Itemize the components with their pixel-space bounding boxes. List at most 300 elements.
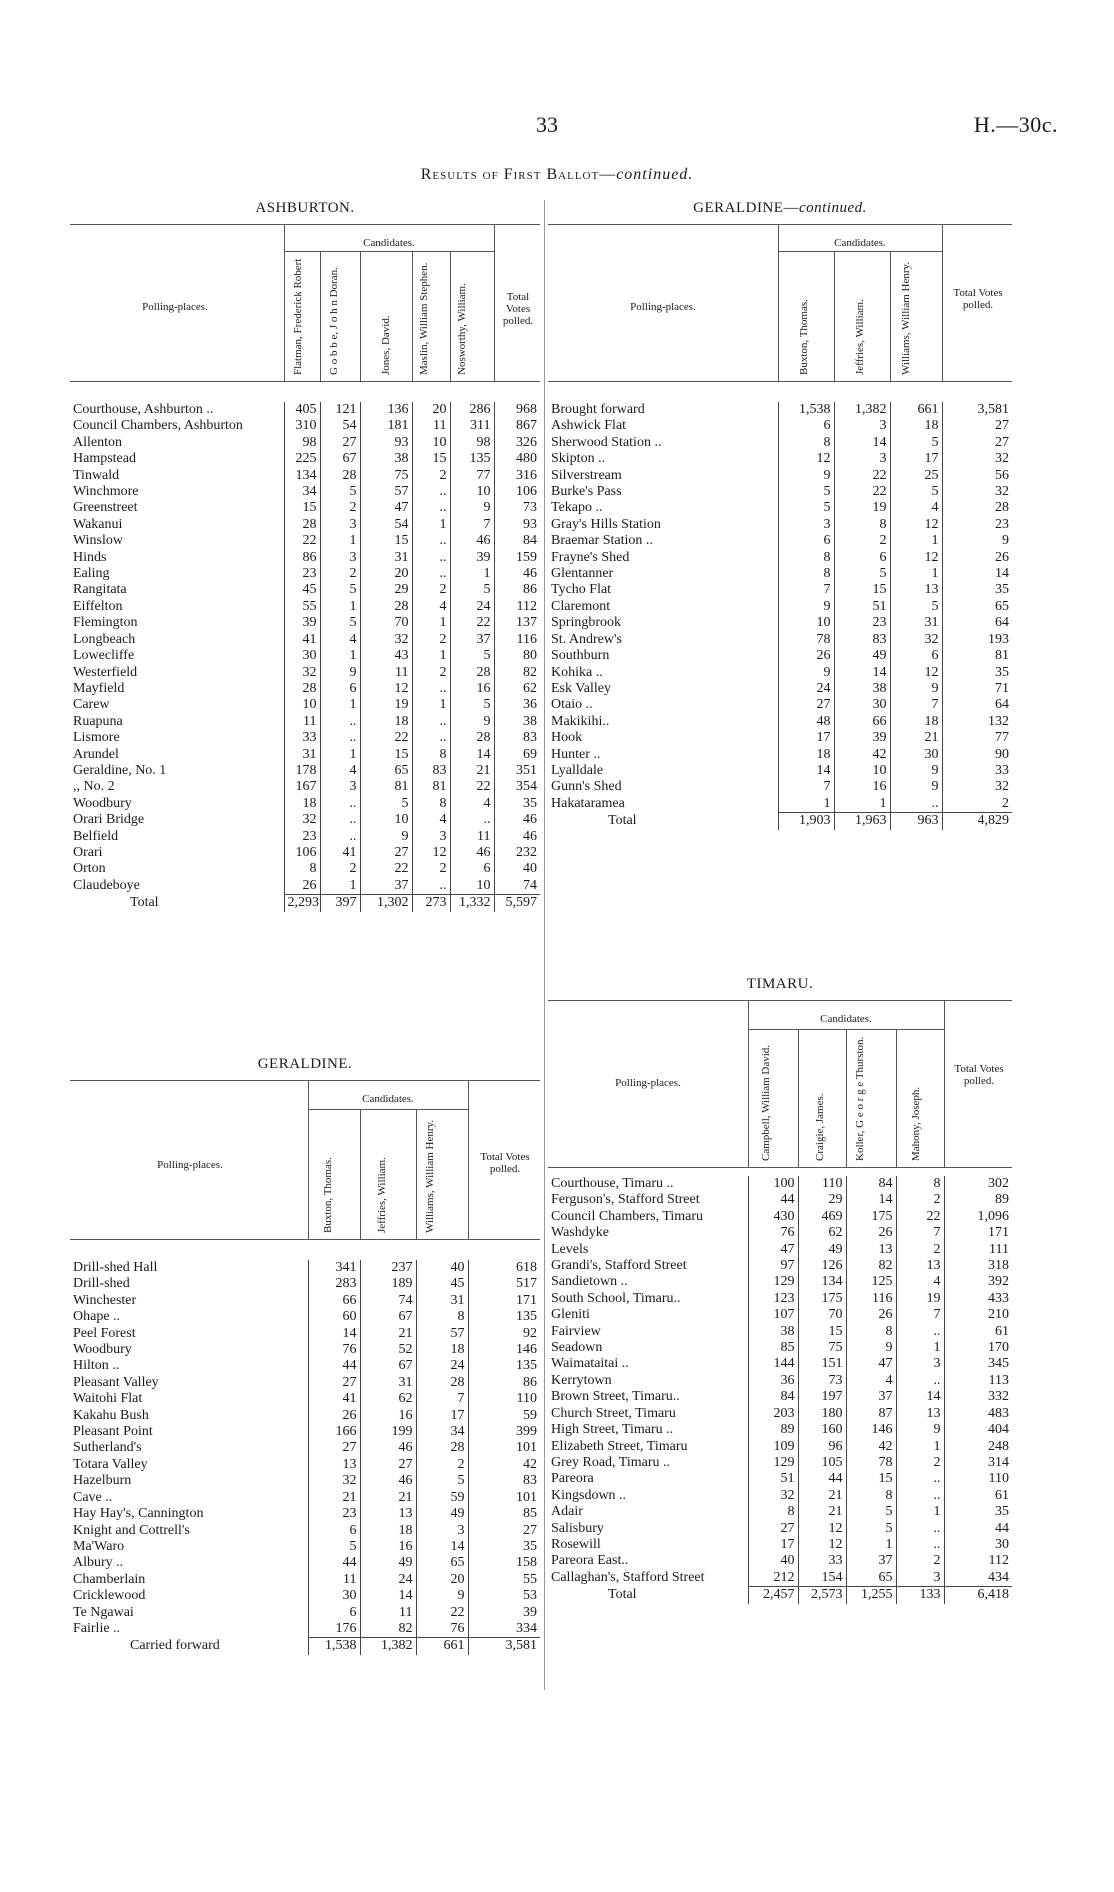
total-votes-cell: 53 <box>468 1588 540 1604</box>
candidate-votes-cell: 10 <box>360 812 412 828</box>
total-votes-cell: 137 <box>494 615 540 631</box>
candidate-votes-cell: 13 <box>308 1457 360 1473</box>
candidate-votes-cell: 4 <box>320 632 360 648</box>
candidate-votes-cell: 65 <box>360 763 412 779</box>
candidate-votes-cell: 37 <box>846 1553 896 1569</box>
candidate-votes-cell: 19 <box>834 500 890 516</box>
polling-place-name: Hook <box>551 730 583 746</box>
candidate-votes-cell: 17 <box>778 730 834 746</box>
candidate-votes-cell: 116 <box>846 1291 896 1307</box>
candidate-votes-cell: 2 <box>320 861 360 877</box>
candidate-votes-cell: 4 <box>890 500 942 516</box>
total-votes-cell: 61 <box>944 1488 1012 1504</box>
polling-place-name: Callaghan's, Stafford Street <box>551 1569 705 1585</box>
candidate-votes-cell: 13 <box>890 582 942 598</box>
candidate-votes-cell: 30 <box>308 1588 360 1604</box>
candidate-votes-cell: 6 <box>890 648 942 664</box>
candidate-votes-cell: 225 <box>284 451 320 467</box>
geraldine-cont-row <box>548 468 1012 484</box>
geraldine-cont-row <box>548 550 1012 566</box>
polling-place-name: Woodbury <box>73 795 132 811</box>
candidate-votes-cell: 12 <box>778 451 834 467</box>
timaru-row <box>548 1570 1012 1587</box>
polling-place-name: Hazelburn <box>73 1473 132 1489</box>
total-cell: 1,963 <box>834 813 890 830</box>
polling-place-name: Mayfield <box>73 680 125 696</box>
candidate-votes-cell: 51 <box>748 1471 798 1487</box>
candidate-votes-cell: 47 <box>360 500 412 516</box>
total-votes-cell: 35 <box>942 582 1012 598</box>
total-votes-cell: 61 <box>944 1324 1012 1340</box>
total-votes-cell: 2 <box>942 796 1012 813</box>
candidate-votes-cell: 29 <box>798 1192 846 1208</box>
candidate-votes-cell: 4 <box>846 1373 896 1389</box>
candidate-votes-cell: 5 <box>308 1539 360 1555</box>
candidate-votes-cell: 151 <box>798 1356 846 1372</box>
candidate-votes-cell: 2 <box>896 1553 944 1569</box>
polling-place-name: Winchester <box>73 1292 137 1308</box>
candidate-votes-cell: 22 <box>834 484 890 500</box>
geraldine-cont-candidate-1: Buxton, Thomas. <box>798 299 810 375</box>
candidate-votes-cell: 1 <box>320 878 360 895</box>
candidate-votes-cell: 9 <box>320 665 360 681</box>
candidate-votes-cell: 13 <box>846 1242 896 1258</box>
geraldine-candidate-1: Buxton, Thomas. <box>322 1157 334 1233</box>
candidate-votes-cell: 40 <box>748 1553 798 1569</box>
total-votes-cell: 232 <box>494 845 540 861</box>
ashburton-row <box>70 829 540 845</box>
timaru-candidate-1: Campbell, William David. <box>760 1044 772 1161</box>
total-votes-cell: 56 <box>942 468 1012 484</box>
candidate-votes-cell: 5 <box>778 484 834 500</box>
polling-place-name: Brown Street, Timaru.. <box>551 1389 680 1405</box>
candidate-votes-cell: 5 <box>846 1521 896 1537</box>
candidate-votes-cell: 57 <box>416 1326 468 1342</box>
candidate-votes-cell: 12 <box>890 550 942 566</box>
candidate-votes-cell: 3 <box>320 779 360 795</box>
total-votes-cell: 101 <box>468 1440 540 1456</box>
candidate-votes-cell: 40 <box>416 1260 468 1276</box>
ashburton-row <box>70 796 540 812</box>
candidate-votes-cell: 430 <box>748 1209 798 1225</box>
ashburton-row <box>70 878 540 895</box>
timaru-title: TIMARU. <box>746 976 814 992</box>
candidate-votes-cell: 34 <box>416 1424 468 1440</box>
candidate-votes-cell: 32 <box>360 632 412 648</box>
candidate-votes-cell: 76 <box>416 1621 468 1638</box>
candidate-votes-cell: 45 <box>284 582 320 598</box>
total-cell: 273 <box>412 895 450 912</box>
candidate-votes-cell: 9 <box>778 599 834 615</box>
candidate-votes-cell: 75 <box>360 468 412 484</box>
candidate-votes-cell: 3 <box>320 550 360 566</box>
geraldine-candidate-2: Jeffries, William. <box>376 1157 388 1233</box>
candidate-votes-cell: 9 <box>450 500 494 516</box>
candidate-votes-cell: .. <box>320 714 360 730</box>
candidate-votes-cell: 84 <box>846 1176 896 1192</box>
candidate-votes-cell: 98 <box>450 435 494 451</box>
polling-place-name: Grey Road, Timaru .. <box>551 1454 670 1470</box>
candidate-votes-cell: 21 <box>360 1326 416 1342</box>
candidate-votes-cell: 405 <box>284 402 320 418</box>
polling-place-name: Tekapo .. <box>551 500 603 516</box>
geraldine-row <box>70 1309 540 1325</box>
candidate-votes-cell: 12 <box>890 665 942 681</box>
candidate-votes-cell: 136 <box>360 402 412 418</box>
candidate-votes-cell: 22 <box>834 468 890 484</box>
candidate-votes-cell: 96 <box>798 1439 846 1455</box>
total-votes-cell: 480 <box>494 451 540 467</box>
geraldine-row <box>70 1342 540 1358</box>
ashburton-row <box>70 665 540 681</box>
total-votes-cell: 318 <box>944 1258 1012 1274</box>
candidate-votes-cell: 1 <box>412 697 450 713</box>
candidate-votes-cell: 310 <box>284 418 320 434</box>
polling-place-name: Flemington <box>73 615 138 631</box>
geraldine-cont-row <box>548 763 1012 779</box>
ashburton-row <box>70 484 540 500</box>
polling-place-name: Waimataitai .. <box>551 1356 629 1372</box>
geraldine-row <box>70 1490 540 1506</box>
candidate-votes-cell: 77 <box>450 468 494 484</box>
candidate-votes-cell: 21 <box>890 730 942 746</box>
candidate-votes-cell: 31 <box>360 550 412 566</box>
polling-place-name: Eiffelton <box>73 598 123 614</box>
polling-place-name: Rangitata <box>73 582 127 598</box>
candidate-votes-cell: 22 <box>450 615 494 631</box>
polling-place-name: Ma'Waro <box>73 1538 125 1554</box>
polling-place-name: Chamberlain <box>73 1571 146 1587</box>
total-row-label: Carried forward <box>130 1637 220 1653</box>
polling-place-name: Grandi's, Stafford Street <box>551 1258 687 1274</box>
geraldine-row <box>70 1605 540 1621</box>
geraldine-cont-row <box>548 615 1012 631</box>
candidate-votes-cell: 44 <box>798 1471 846 1487</box>
candidate-votes-cell: 15 <box>846 1471 896 1487</box>
candidate-votes-cell: 5 <box>834 566 890 582</box>
candidate-votes-cell: 38 <box>834 681 890 697</box>
geraldine-row <box>70 1473 540 1489</box>
candidate-votes-cell: .. <box>320 812 360 828</box>
polling-place-name: Orari <box>73 844 103 860</box>
geraldine-cont-candidates-label: Candidates. <box>834 237 886 249</box>
candidate-votes-cell: 59 <box>416 1490 468 1506</box>
timaru-row <box>548 1488 1012 1504</box>
candidate-votes-cell: 6 <box>834 550 890 566</box>
total-cell: 2,457 <box>748 1587 798 1604</box>
candidate-votes-cell: 134 <box>798 1274 846 1290</box>
ashburton-row <box>70 533 540 549</box>
candidate-votes-cell: 8 <box>284 861 320 877</box>
total-votes-cell: 26 <box>942 550 1012 566</box>
candidate-votes-cell: 67 <box>320 451 360 467</box>
total-votes-cell: 86 <box>494 582 540 598</box>
total-votes-cell: 38 <box>494 714 540 730</box>
candidate-votes-cell: 22 <box>284 533 320 549</box>
total-votes-cell: 40 <box>494 861 540 877</box>
geraldine-cont-title-suffix: continued. <box>798 200 867 216</box>
geraldine-row <box>70 1621 540 1638</box>
polling-place-name: Seadown <box>551 1340 603 1356</box>
ashburton-row <box>70 697 540 713</box>
total-row <box>548 1587 1012 1604</box>
candidate-votes-cell: 134 <box>284 468 320 484</box>
total-votes-cell: 3,581 <box>942 402 1012 418</box>
polling-place-name: Washdyke <box>551 1225 609 1241</box>
polling-place-name: Gray's Hills Station <box>551 516 661 532</box>
timaru-row <box>548 1553 1012 1569</box>
candidate-votes-cell: 12 <box>798 1521 846 1537</box>
candidate-votes-cell: 46 <box>360 1473 416 1489</box>
candidate-votes-cell: 18 <box>890 714 942 730</box>
candidate-votes-cell: 4 <box>450 796 494 812</box>
candidate-votes-cell: 3 <box>896 1356 944 1372</box>
candidate-votes-cell: 10 <box>778 615 834 631</box>
total-cell: 4,829 <box>942 813 1012 830</box>
total-votes-cell: 46 <box>494 829 540 845</box>
candidate-votes-cell: 11 <box>412 418 450 434</box>
candidate-votes-cell: 5 <box>778 500 834 516</box>
polling-place-name: Orari Bridge <box>73 812 145 828</box>
polling-place-name: Brought forward <box>551 402 645 417</box>
total-votes-cell: 158 <box>468 1555 540 1571</box>
polling-place-name: Sandietown .. <box>551 1274 628 1290</box>
candidate-votes-cell: 24 <box>360 1572 416 1588</box>
total-votes-cell: 110 <box>468 1391 540 1407</box>
candidate-votes-cell: 5 <box>846 1504 896 1520</box>
total-votes-cell: 44 <box>944 1521 1012 1537</box>
polling-place-name: Westerfield <box>73 664 138 680</box>
candidate-votes-cell: 22 <box>896 1209 944 1225</box>
total-cell: 2,573 <box>798 1587 846 1604</box>
candidate-votes-cell: 9 <box>846 1340 896 1356</box>
geraldine-row <box>70 1293 540 1309</box>
geraldine-cont-polling-label: Polling-places. <box>630 301 696 313</box>
candidate-votes-cell: 13 <box>896 1406 944 1422</box>
polling-place-name: St. Andrew's <box>551 631 622 647</box>
total-cell: 1,332 <box>450 895 494 912</box>
candidate-votes-cell: 14 <box>778 763 834 779</box>
candidate-votes-cell: 27 <box>748 1521 798 1537</box>
candidate-votes-cell: 14 <box>450 747 494 763</box>
candidate-votes-cell: 28 <box>416 1440 468 1456</box>
candidate-votes-cell: 178 <box>284 763 320 779</box>
candidate-votes-cell: 26 <box>846 1307 896 1323</box>
total-votes-cell: 302 <box>944 1176 1012 1192</box>
total-votes-cell: 77 <box>942 730 1012 746</box>
candidate-votes-cell: 16 <box>834 779 890 795</box>
candidate-votes-cell: 160 <box>798 1422 846 1438</box>
candidate-votes-cell: 28 <box>360 599 412 615</box>
page-number: 33 <box>536 112 558 137</box>
candidate-votes-cell: 2 <box>320 500 360 516</box>
total-votes-cell: 1,096 <box>944 1209 1012 1225</box>
candidate-votes-cell: 129 <box>748 1455 798 1471</box>
polling-place-name: Ruapuna <box>73 713 123 729</box>
candidate-votes-cell: 26 <box>846 1225 896 1241</box>
total-votes-cell: 71 <box>942 681 1012 697</box>
total-votes-cell: 33 <box>942 763 1012 779</box>
candidate-votes-cell: 23 <box>308 1506 360 1522</box>
total-cell: 2,293 <box>284 895 320 912</box>
candidate-votes-cell: 31 <box>416 1293 468 1309</box>
candidate-votes-cell: 1 <box>896 1439 944 1455</box>
total-votes-cell: 351 <box>494 763 540 779</box>
candidate-votes-cell: 7 <box>450 517 494 533</box>
polling-place-name: Ashwick Flat <box>551 418 627 434</box>
ashburton-title: ASHBURTON. <box>255 200 355 216</box>
geraldine-row <box>70 1391 540 1407</box>
candidate-votes-cell: 1 <box>320 648 360 664</box>
candidate-votes-cell: 1 <box>320 533 360 549</box>
candidate-votes-cell: 3 <box>834 451 890 467</box>
polling-place-name: Wakanui <box>73 516 123 532</box>
timaru-row <box>548 1439 1012 1455</box>
candidate-votes-cell: 203 <box>748 1406 798 1422</box>
total-votes-cell: 82 <box>494 665 540 681</box>
candidate-votes-cell: .. <box>896 1521 944 1537</box>
total-votes-cell: 193 <box>942 632 1012 648</box>
total-votes-cell: 170 <box>944 1340 1012 1356</box>
candidate-votes-cell: 8 <box>778 550 834 566</box>
candidate-votes-cell: 5 <box>360 796 412 812</box>
candidate-votes-cell: 2 <box>412 861 450 877</box>
total-votes-cell: 39 <box>468 1605 540 1621</box>
candidate-votes-cell: 24 <box>450 599 494 615</box>
candidate-votes-cell: 18 <box>416 1342 468 1358</box>
total-votes-cell: 9 <box>942 533 1012 549</box>
candidate-votes-cell: 8 <box>896 1176 944 1192</box>
candidate-votes-cell: 11 <box>308 1572 360 1588</box>
candidate-votes-cell: 6 <box>778 533 834 549</box>
timaru-row <box>548 1192 1012 1208</box>
candidate-votes-cell: 81 <box>360 779 412 795</box>
candidate-votes-cell: .. <box>320 829 360 845</box>
ashburton-row <box>70 599 540 615</box>
candidate-votes-cell: 8 <box>748 1504 798 1520</box>
candidate-votes-cell: 2 <box>412 468 450 484</box>
geraldine-row <box>70 1440 540 1456</box>
total-cell: 133 <box>896 1587 944 1604</box>
candidate-votes-cell: 26 <box>284 878 320 895</box>
total-votes-cell: 23 <box>942 517 1012 533</box>
candidate-votes-cell: 21 <box>798 1504 846 1520</box>
polling-place-name: Council Chambers, Timaru <box>551 1208 704 1224</box>
candidate-votes-cell: 11 <box>284 714 320 730</box>
geraldine-row <box>70 1539 540 1555</box>
candidate-votes-cell: 30 <box>890 747 942 763</box>
candidate-votes-cell: 14 <box>834 435 890 451</box>
candidate-votes-cell: 73 <box>798 1373 846 1389</box>
candidate-votes-cell: 32 <box>308 1473 360 1489</box>
candidate-votes-cell: 15 <box>834 582 890 598</box>
candidate-votes-cell: .. <box>412 484 450 500</box>
candidate-votes-cell: 311 <box>450 418 494 434</box>
candidate-votes-cell: 146 <box>846 1422 896 1438</box>
total-votes-cell: 113 <box>944 1373 1012 1389</box>
candidate-votes-cell: 26 <box>308 1408 360 1424</box>
candidate-votes-cell: 67 <box>360 1358 416 1374</box>
candidate-votes-cell: 21 <box>450 763 494 779</box>
geraldine-candidates-label: Candidates. <box>362 1093 414 1105</box>
candidate-votes-cell: 2 <box>412 665 450 681</box>
polling-place-name: Adair <box>551 1504 583 1520</box>
total-votes-cell: 392 <box>944 1274 1012 1290</box>
ashburton-candidate-5: Nosworthy, William. <box>456 283 468 375</box>
candidate-votes-cell: 17 <box>748 1537 798 1553</box>
total-cell: 1,538 <box>308 1638 360 1655</box>
candidate-votes-cell: 24 <box>778 681 834 697</box>
candidate-votes-cell: 10 <box>450 484 494 500</box>
candidate-votes-cell: 7 <box>896 1225 944 1241</box>
total-votes-cell: 86 <box>468 1375 540 1391</box>
geraldine-header <box>70 1080 540 1240</box>
candidate-votes-cell: 25 <box>890 468 942 484</box>
timaru-row <box>548 1521 1012 1537</box>
total-votes-cell: 210 <box>944 1307 1012 1323</box>
total-votes-cell: 32 <box>942 779 1012 795</box>
geraldine-cont-total-label: Total Votes polled. <box>953 287 1003 311</box>
candidate-votes-cell: 167 <box>284 779 320 795</box>
candidate-votes-cell: 67 <box>360 1309 416 1325</box>
candidate-votes-cell: 45 <box>416 1276 468 1292</box>
candidate-votes-cell: 27 <box>308 1440 360 1456</box>
candidate-votes-cell: 283 <box>308 1276 360 1292</box>
polling-place-name: Southburn <box>551 648 610 664</box>
candidate-votes-cell: 1 <box>890 533 942 549</box>
candidate-votes-cell: 1 <box>412 648 450 664</box>
ashburton-row <box>70 681 540 697</box>
geraldine-row <box>70 1424 540 1440</box>
candidate-votes-cell: 32 <box>284 812 320 828</box>
geraldine-cont-row <box>548 435 1012 451</box>
candidate-votes-cell: 180 <box>798 1406 846 1422</box>
candidate-votes-cell: 41 <box>320 845 360 861</box>
candidate-votes-cell: 22 <box>416 1605 468 1621</box>
polling-place-name: Springbrook <box>551 615 621 631</box>
title-prefix: Results of First Ballot— <box>420 166 617 183</box>
total-votes-cell: 404 <box>944 1422 1012 1438</box>
candidate-votes-cell: 57 <box>360 484 412 500</box>
candidate-votes-cell: 27 <box>778 697 834 713</box>
polling-place-name: Salisbury <box>551 1520 604 1536</box>
candidate-votes-cell: 30 <box>834 697 890 713</box>
total-votes-cell: 867 <box>494 418 540 434</box>
candidate-votes-cell: 175 <box>798 1291 846 1307</box>
polling-place-name: Waitohi Flat <box>73 1391 143 1407</box>
candidate-votes-cell: 85 <box>748 1340 798 1356</box>
polling-place-name: Lismore <box>73 730 120 746</box>
candidate-votes-cell: 86 <box>284 550 320 566</box>
total-votes-cell: 83 <box>494 730 540 746</box>
polling-place-name: Peel Forest <box>73 1325 136 1341</box>
candidate-votes-cell: 2 <box>896 1455 944 1471</box>
candidate-votes-cell: 15 <box>798 1324 846 1340</box>
candidate-votes-cell: .. <box>450 812 494 828</box>
timaru-row <box>548 1225 1012 1241</box>
polling-place-name: Carew <box>73 697 110 713</box>
total-votes-cell: 46 <box>494 566 540 582</box>
candidate-votes-cell: 1 <box>412 517 450 533</box>
candidate-votes-cell: 36 <box>748 1373 798 1389</box>
geraldine-cont-header <box>548 224 1012 382</box>
candidate-votes-cell: 49 <box>834 648 890 664</box>
total-votes-cell: 84 <box>494 533 540 549</box>
candidate-votes-cell: 9 <box>416 1588 468 1604</box>
timaru-row <box>548 1504 1012 1520</box>
candidate-votes-cell: 144 <box>748 1356 798 1372</box>
candidate-votes-cell: 43 <box>360 648 412 664</box>
